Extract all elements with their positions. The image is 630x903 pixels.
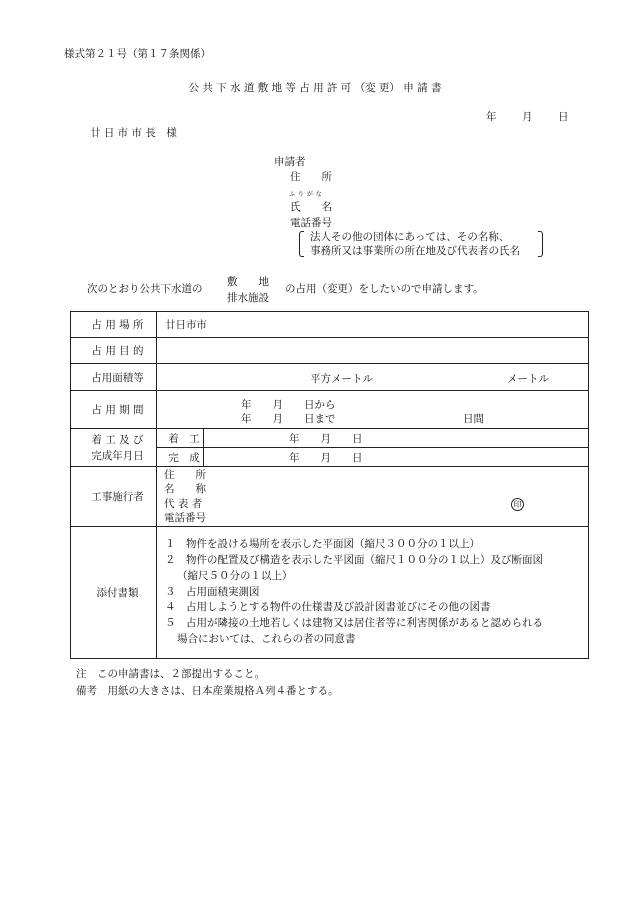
attachment-item-4: ４ 占用しようとする物件の仕様書及び設計図書並びにその他の図書 (165, 601, 491, 614)
footer-remark: 備考 用紙の大きさは、日本産業規格Ａ列４番とする。 (76, 685, 339, 697)
complete-label: 完 成 (157, 448, 204, 467)
attachment-item-5-cont: 場合においては、これらの者の同意書 (177, 632, 356, 645)
attachment-item-1: １ 物件を設ける場所を表示した平面図（縮尺３００分の１以上） (165, 538, 480, 551)
date-day: 日 (558, 111, 569, 123)
statement-option-drain: 排水施設 (227, 292, 269, 304)
place-row (71, 312, 589, 338)
purpose-label: 占 用 目 的 (71, 338, 157, 364)
contractor-name-label: 名 称 (164, 483, 206, 495)
place-value[interactable]: 廿日市市 (157, 312, 589, 338)
date-month: 月 (522, 111, 533, 123)
contractor-label: 工事施行者 (71, 467, 157, 527)
statement-prefix: 次のとおり公共下水道の (87, 283, 203, 295)
applicant-note-line2: 事務所又は事業所の所在地及び代表者の氏名 (310, 245, 520, 257)
purpose-row (71, 338, 589, 364)
period-label: 占 用 期 間 (71, 391, 157, 429)
start-date[interactable]: 年 月 日 (204, 429, 589, 448)
contractor-row (71, 467, 589, 527)
contractor-rep-label: 代 表 者 (164, 497, 203, 510)
complete-date[interactable]: 年 月 日 (204, 448, 589, 467)
left-bracket (299, 231, 304, 257)
attachments-row (71, 527, 589, 659)
contractor-value[interactable] (157, 467, 589, 527)
form-number: 様式第２１号（第１７条関係） (64, 48, 211, 60)
furigana-label: ふ り が な (289, 191, 323, 198)
applicant-heading: 申請者 (274, 156, 306, 168)
period-value[interactable] (157, 391, 589, 429)
applicant-note-line1: 法人その他の団体にあっては、その名称、 (310, 231, 510, 243)
addressee: 廿 日 市 市 長 様 (90, 127, 177, 139)
attachment-item-3: ３ 占用面積実測図 (165, 585, 260, 598)
applicant-address-label: 住 所 (290, 171, 332, 183)
form-title: 公 共 下 水 道 敷 地 等 占 用 許 可 （変 更） 申 請 書 (188, 82, 442, 94)
attachments-label: 添付書類 (71, 527, 157, 659)
statement-suffix: の占用（変更）をしたいので申請します。 (285, 283, 484, 295)
area-row (71, 364, 589, 391)
statement-option-site: 敷 地 (227, 276, 269, 288)
attachment-item-2-cont: （縮尺５０分の１以上） (177, 569, 293, 582)
applicant-name-label: 氏 名 (290, 201, 332, 213)
period-days: 日間 (463, 412, 484, 425)
dates-label (71, 429, 157, 467)
area-value[interactable] (157, 364, 589, 391)
purpose-value[interactable] (157, 338, 589, 364)
area-unit-meters: メートル (507, 373, 549, 385)
period-to: 年 月 日まで (241, 412, 336, 425)
area-label: 占用面積等 (71, 364, 157, 391)
seal-mark: 印 (511, 498, 524, 511)
area-unit-square-meters: 平方メートル (310, 373, 373, 385)
application-table (70, 311, 589, 659)
contractor-phone-label: 電話番号 (164, 512, 206, 524)
period-row (71, 391, 589, 429)
contractor-address-label: 住 所 (164, 468, 206, 481)
applicant-phone-label: 電話番号 (290, 217, 332, 229)
applicant-note (299, 230, 543, 258)
start-row (71, 429, 589, 448)
dates-label-line2: 完成年月日 (91, 449, 144, 462)
dates-label-line1: 着 工 及 び (91, 433, 144, 446)
footer-note: 注 この申請書は、２部提出すること。 (76, 668, 265, 680)
right-bracket (538, 231, 543, 257)
attachment-item-2: ２ 物件の配置及び構造を表示した平図面（縮尺１００分の１以上）及び断面図 (165, 554, 543, 566)
place-label: 占 用 場 所 (71, 312, 157, 338)
period-from: 年 月 日から (241, 398, 336, 411)
attachment-item-5: ５ 占用が隣接の土地若しくは建物又は居住者等に利害関係があると認められる (165, 617, 543, 630)
start-label: 着 工 (157, 429, 204, 448)
date-year: 年 (486, 111, 497, 123)
attachments-list (157, 527, 589, 659)
